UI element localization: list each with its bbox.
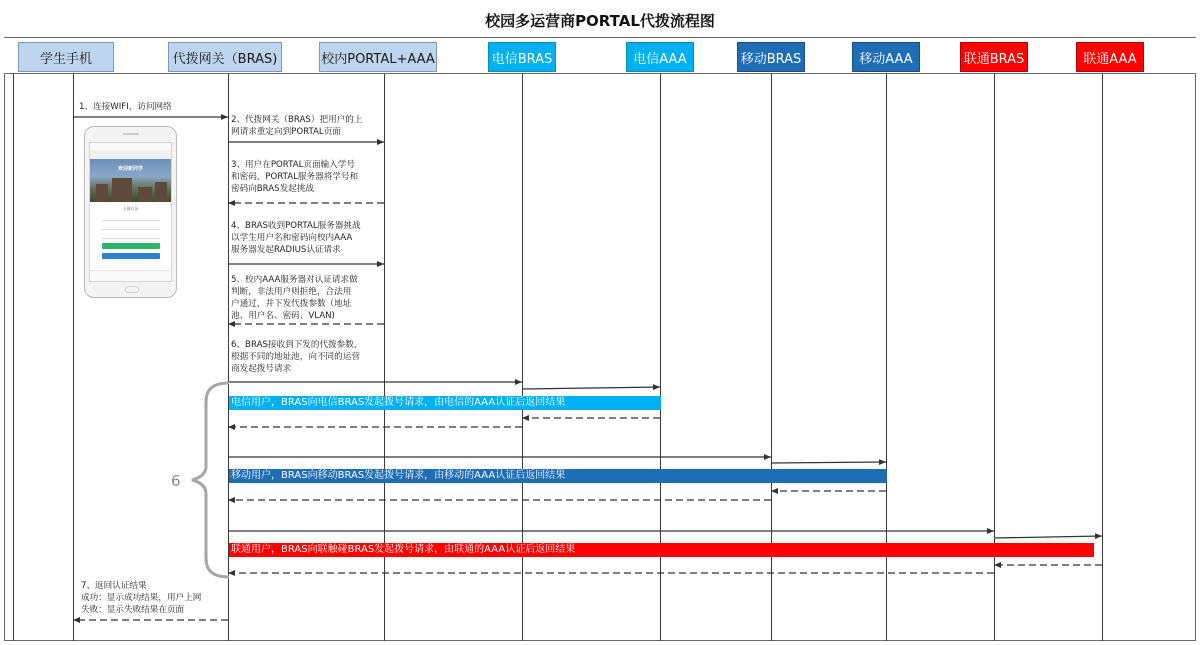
msg-telecom-bras-to-aaa xyxy=(522,387,660,389)
step-5-text xyxy=(231,274,358,322)
telecom-banner: 电信用户，BRAS向电信BRAS发起拨号请求，由电信的AAA认证后返回结果 xyxy=(229,396,661,410)
step-7-line: 7、返回认证结果 xyxy=(81,581,147,591)
step-5-line: 池、用户名、密码、VLAN) xyxy=(231,311,335,321)
mobile-banner: 移动用户，BRAS向移动BRAS发起拨号请求，由移动的AAA认证后返回结果 xyxy=(229,469,887,483)
step-4-line: 服务器发起RADIUS认证请求 xyxy=(231,245,341,255)
lane-label-bras-gateway: 代拨网关（BRAS) xyxy=(168,42,282,72)
step-3-line: 3、用户在PORTAL页面输入学号 xyxy=(231,160,355,170)
step-3-line: 密码向BRAS发起挑战 xyxy=(231,184,315,194)
step-5-line: 户通过，并下发代拨参数（地址 xyxy=(231,299,352,309)
msg-mobile-bras-to-aaa xyxy=(771,462,886,463)
lane-label-unicom-bras: 联通BRAS xyxy=(960,42,1028,72)
lane-label-telecom-aaa: 电信AAA xyxy=(626,42,694,72)
lane-label-mobile-aaa: 移动AAA xyxy=(852,42,920,72)
diagram-title: 校园多运营商PORTAL代拨流程图 xyxy=(485,12,715,30)
step-7-line: 成功：显示成功结果，用户上网 xyxy=(81,593,202,603)
step-2-line: 2、代拨网关（BRAS）把用户的上 xyxy=(231,115,363,125)
step-4-line: 以学生用户名和密码向校内AAA xyxy=(231,233,353,243)
step-3-text xyxy=(231,159,358,195)
step-2-line: 网请求重定向到PORTAL页面 xyxy=(231,127,341,137)
msg-unicom-bras-to-aaa xyxy=(994,536,1102,538)
step-7-line: 失败：显示失败结果在页面 xyxy=(81,605,185,615)
step-5-line: 5、校内AAA服务器对认证请求做 xyxy=(231,275,358,285)
step-6-line: 6、BRAS接收到下发的代拨参数， xyxy=(231,340,363,350)
phone-campus-title: 欢迎新同学 xyxy=(117,166,143,172)
step-3-line: 和密码，PORTAL服务器将学号和 xyxy=(231,172,359,182)
curly-brace xyxy=(192,383,229,577)
phone-login-title: 上网认证 xyxy=(122,206,139,211)
step-2-text xyxy=(231,114,362,138)
step-1-line: 1、连接WIFI，访问网络 xyxy=(79,102,172,112)
step-1-text xyxy=(79,101,172,113)
brace-step-number: 6 xyxy=(171,472,181,490)
lane-label-student-phone: 学生手机 xyxy=(18,42,114,72)
step-4-text xyxy=(231,220,361,256)
lane-label-unicom-aaa: 联通AAA xyxy=(1076,42,1144,72)
step-7-text xyxy=(81,580,201,616)
step-6-line: 商发起拨号请求 xyxy=(231,364,292,374)
step-5-line: 判断，非法用户则拒绝，合法用 xyxy=(231,287,352,297)
unicom-banner: 联通用户，BRAS向联触碰BRAS发起拨号请求，由联通的AAA认证后返回结果 xyxy=(229,543,1094,557)
step-4-line: 4、BRAS收到PORTAL服务器挑战 xyxy=(231,221,361,231)
step-6-text xyxy=(231,339,362,375)
step-6-line: 根据不同的地址池，向不同的运营 xyxy=(231,352,360,362)
lane-label-mobile-bras: 移动BRAS xyxy=(737,42,805,72)
lane-label-telecom-bras: 电信BRAS xyxy=(488,42,556,72)
lane-label-campus-portal-aaa: 校内PORTAL+AAA xyxy=(319,42,437,72)
